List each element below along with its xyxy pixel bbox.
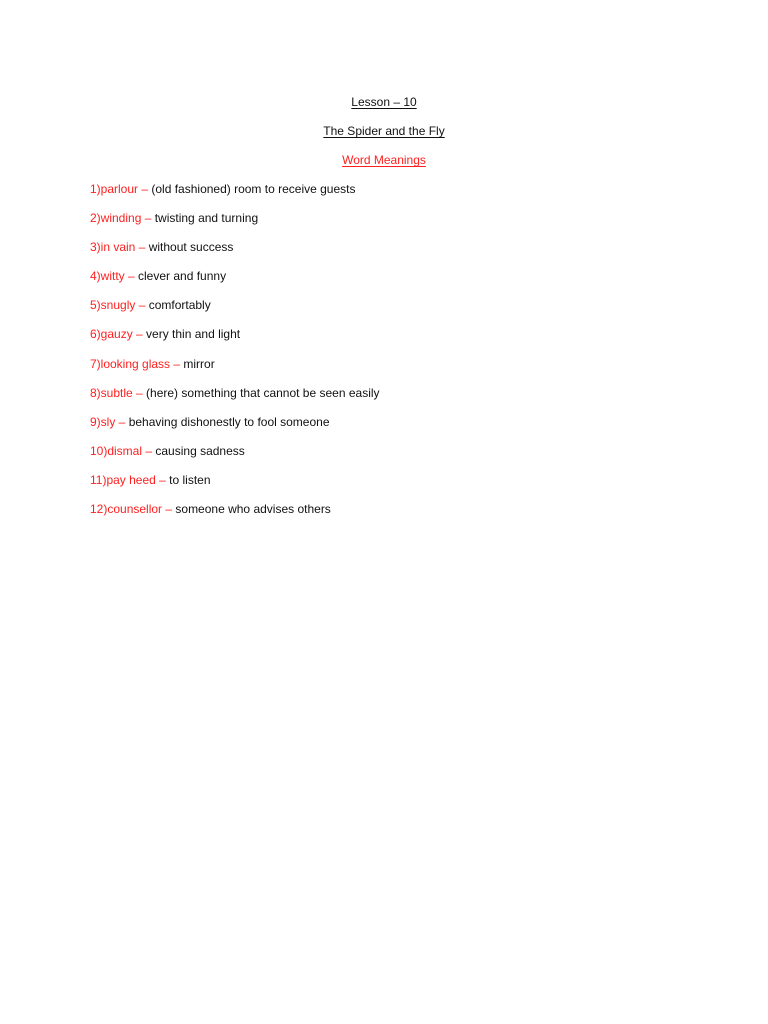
definition: without success [148, 240, 234, 255]
definition: to listen [169, 472, 211, 487]
section-heading-text: Word Meanings [342, 153, 426, 167]
page-title [0, 123, 768, 139]
vocabulary-term: 10)dismal – [90, 443, 156, 458]
definition: very thin and light [146, 327, 241, 342]
lesson-number [0, 94, 768, 110]
list-item [90, 268, 380, 284]
definition: causing sadness [155, 443, 245, 458]
definition: mirror [183, 356, 215, 371]
definition: twisting and turning [154, 211, 259, 226]
vocabulary-term: 1)parlour – [90, 182, 152, 196]
definition: behaving dishonestly to fool someone [128, 414, 330, 429]
definition: (old fashioned) room to receive guests [151, 182, 356, 196]
vocabulary-term: 4)witty – [90, 269, 139, 284]
section-heading [0, 152, 768, 168]
list-item [90, 385, 380, 401]
list-item [90, 181, 380, 197]
vocabulary-term: 9)sly – [90, 414, 129, 429]
list-item [90, 501, 380, 517]
list-item [90, 472, 380, 488]
definition: someone who advises others [175, 502, 331, 517]
vocabulary-term: 12)counsellor – [90, 502, 176, 517]
word-meanings-list [90, 181, 380, 530]
lesson-number-text: Lesson – 10 [351, 95, 417, 109]
vocabulary-term: 6)gauzy – [90, 327, 147, 342]
vocabulary-term: 8)subtle – [90, 385, 147, 400]
list-item [90, 239, 380, 255]
vocabulary-term: 2)winding – [90, 211, 155, 226]
vocabulary-term: 7)looking glass – [90, 356, 184, 371]
list-item [90, 356, 380, 372]
list-item [90, 297, 380, 313]
page-title-text: The Spider and the Fly [323, 124, 445, 138]
list-item [90, 326, 380, 342]
definition: (here) something that cannot be seen easily [146, 385, 380, 400]
vocabulary-term: 5)snugly – [90, 298, 149, 313]
definition: comfortably [148, 298, 211, 313]
list-item [90, 414, 380, 430]
list-item [90, 210, 380, 226]
definition: clever and funny [138, 269, 227, 284]
list-item [90, 443, 380, 459]
vocabulary-term: 3)in vain – [90, 240, 149, 255]
vocabulary-term: 11)pay heed – [90, 472, 170, 487]
